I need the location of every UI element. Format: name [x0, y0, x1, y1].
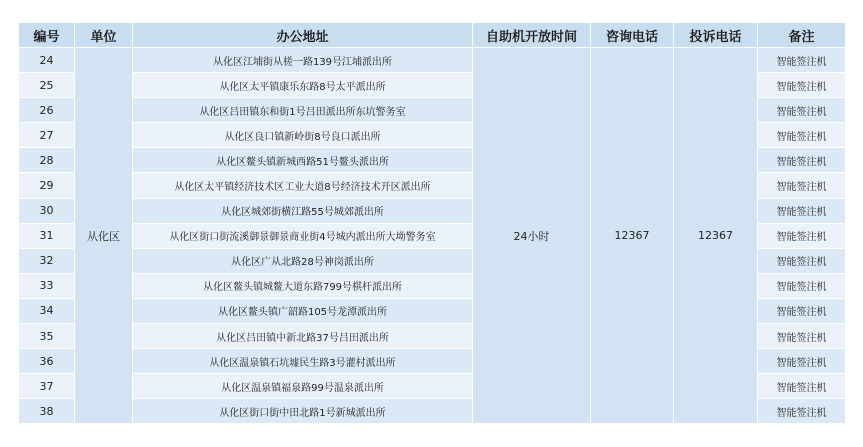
- address-cell: 从化区温泉镇福泉路99号温泉派出所: [133, 374, 473, 399]
- office-table-container: [18, 22, 845, 424]
- row-number: 28: [19, 148, 75, 173]
- note-cell: 智能签注机: [758, 73, 846, 98]
- note-cell: 智能签注机: [758, 248, 846, 273]
- address-cell: 从化区太平镇经济技术区工业大道8号经济技术开区派出所: [133, 173, 473, 198]
- row-number: 35: [19, 324, 75, 349]
- note-cell: 智能签注机: [758, 98, 846, 123]
- address-cell: 从化区良口镇新岭街8号良口派出所: [133, 123, 473, 148]
- address-cell: 从化区吕田镇中新北路37号吕田派出所: [133, 324, 473, 349]
- address-cell: 从化区鳌头镇城鳌大道东路799号棋杆派出所: [133, 273, 473, 298]
- table-header-row: [19, 23, 846, 48]
- row-number: 27: [19, 123, 75, 148]
- note-cell: 智能签注机: [758, 324, 846, 349]
- address-cell: 从化区温泉镇石坑墟民生路3号灌村派出所: [133, 349, 473, 374]
- table-body: [19, 48, 846, 424]
- note-cell: 智能签注机: [758, 223, 846, 248]
- note-cell: 智能签注机: [758, 273, 846, 298]
- header-complaint-phone: 投诉电话: [674, 23, 758, 48]
- row-number: 37: [19, 374, 75, 399]
- address-cell: 从化区广从北路28号神岗派出所: [133, 248, 473, 273]
- note-cell: 智能签注机: [758, 123, 846, 148]
- address-cell: 从化区鳌头镇广韶路105号龙潭派出所: [133, 298, 473, 323]
- note-cell: 智能签注机: [758, 298, 846, 323]
- note-cell: 智能签注机: [758, 349, 846, 374]
- hours-cell: 24小时: [473, 48, 591, 424]
- unit-cell: 从化区: [75, 48, 133, 424]
- address-cell: 从化区鳌头镇新城西路51号鳌头派出所: [133, 148, 473, 173]
- row-number: 36: [19, 349, 75, 374]
- consult-phone-cell: 12367: [591, 48, 674, 424]
- row-number: 26: [19, 98, 75, 123]
- row-number: 24: [19, 48, 75, 73]
- note-cell: 智能签注机: [758, 148, 846, 173]
- header-address: 办公地址: [133, 23, 473, 48]
- row-number: 34: [19, 298, 75, 323]
- header-note: 备注: [758, 23, 846, 48]
- row-number: 25: [19, 73, 75, 98]
- note-cell: 智能签注机: [758, 173, 846, 198]
- address-cell: 从化区街口街中田北路1号新城派出所: [133, 399, 473, 424]
- complaint-phone-cell: 12367: [674, 48, 758, 424]
- header-unit: 单位: [75, 23, 133, 48]
- row-number: 31: [19, 223, 75, 248]
- note-cell: 智能签注机: [758, 198, 846, 223]
- address-cell: 从化区江埔街从槎一路139号江埔派出所: [133, 48, 473, 73]
- address-cell: 从化区吕田镇东和街1号吕田派出所东坑警务室: [133, 98, 473, 123]
- row-number: 38: [19, 399, 75, 424]
- address-cell: 从化区街口街流溪御景御景商业街4号城内派出所大坳警务室: [133, 223, 473, 248]
- header-number: 编号: [19, 23, 75, 48]
- note-cell: 智能签注机: [758, 399, 846, 424]
- table-row: [19, 48, 846, 73]
- header-consult-phone: 咨询电话: [591, 23, 674, 48]
- note-cell: 智能签注机: [758, 48, 846, 73]
- row-number: 32: [19, 248, 75, 273]
- row-number: 29: [19, 173, 75, 198]
- office-table: [18, 22, 846, 424]
- header-hours: 自助机开放时间: [473, 23, 591, 48]
- address-cell: 从化区太平镇康乐东路8号太平派出所: [133, 73, 473, 98]
- row-number: 33: [19, 273, 75, 298]
- row-number: 30: [19, 198, 75, 223]
- note-cell: 智能签注机: [758, 374, 846, 399]
- address-cell: 从化区城郊街横江路55号城郊派出所: [133, 198, 473, 223]
